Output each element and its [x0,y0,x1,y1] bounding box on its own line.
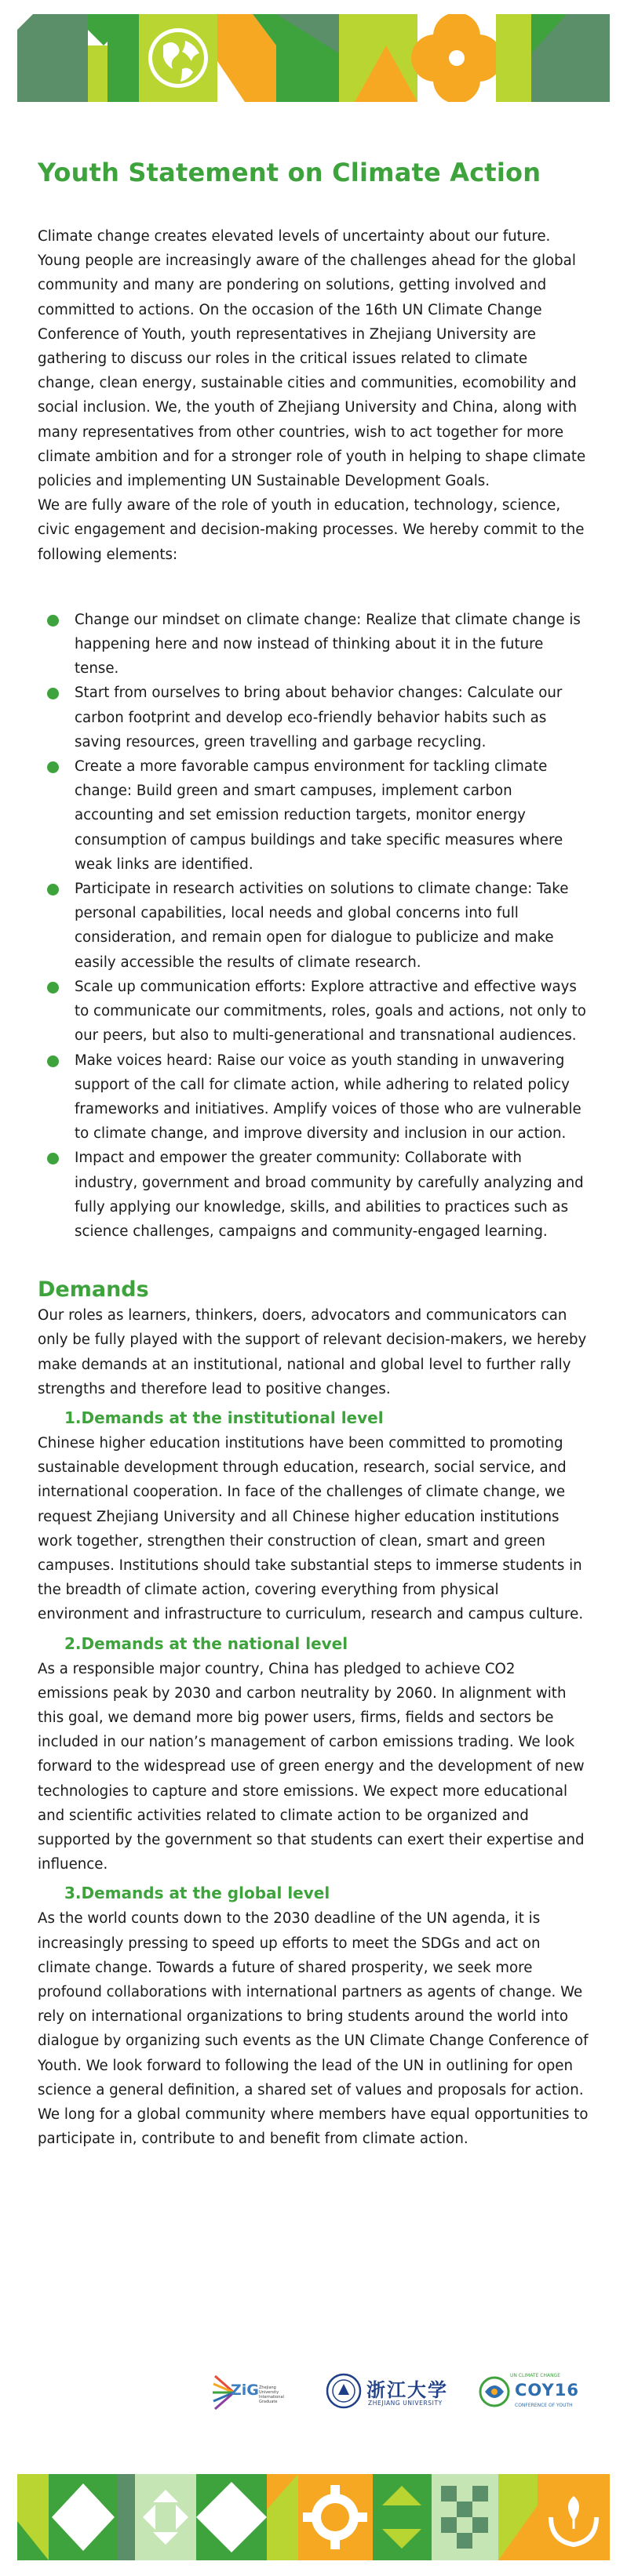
commitments-list [38,608,589,1244]
partner-logos [212,2368,579,2415]
list-item: Create a more favorable campus environment for tackling climate change: Build green and smart campuses, implement carbon accounting and set emission reduction targets, monitor energy consumption of campus buildings and take specific measures where weak links are identified. [38,754,589,877]
zju-logo-caption: ZHEJIANG UNIVERSITY [368,2400,443,2407]
intro-paragraph: Climate change creates elevated levels of uncertainty about our future. Young people are increasingly aware of the challenges ahead for the global community and many are pondering on solutions, getting involved and committed to actions. On the occasion of the 16th UN Climate Change Conference of Youth, youth representatives in Zhejiang University are gathering to discuss our roles in the critical issues related to climate change, clean energy, sustainable cities and communities, ecomobility and social inclusion. We, the youth of Zhejiang University and China, along with many representatives from other countries, wish to act together for more climate ambition and for a stronger role of youth in helping to shape climate policies and implementing UN Sustainable Development Goals. [38,228,586,490]
list-item: Participate in research activities on solutions to climate change: Take personal capabilities, local needs and global concerns into full consideration, and remain open for dialogue to publicize and make easily accessible the results of climate research. [38,877,589,975]
list-item: Make voices heard: Raise our voice as youth standing in unwavering support of the call for climate action, while adhering to related policy frameworks and initiatives. Amplify voices of those who are vulnerable to climate change, and improve diversity and inclusion in our action. [38,1048,589,1146]
national-text: As a responsible major country, China has pledged to achieve CO2 emissions peak by 2030 and carbon neutrality by 2060. In alignment with this goal, we demand more big power users, firms, fields and sectors be included in our nation’s management of carbon emissions trading. We look forward to the widespread use of green energy and the development of new technologies to capture and store emissions. We expect more educational and scientific activities related to climate action to be organized and supported by the government so that students can exert their expertise and influence. [38,1660,585,1873]
bullet-icon [47,1153,59,1164]
list-item: Impact and empower the greater community: Collaborate with industry, government and broad community by carefully analyzing and fully applying our knowledge, skills, and abilities to practices such as science challenges, campaigns and community-engaged learning. [38,1146,589,1244]
banner-shape [17,14,88,102]
list-item: Scale up communication efforts: Explore attractive and effective ways to communicate our commitments, roles, goals and actions, not only to our peers, but also to multi-generational and transnational audiences. [38,975,589,1048]
zig-logo [212,2368,298,2415]
demands-heading: Demands [38,1277,149,1303]
zig-logo-text: ZiG [231,2382,259,2399]
top-banner [17,14,610,102]
national-heading: 2.Demands at the national level [64,1633,348,1653]
global-text: As the world counts down to the 2030 deadline of the UN agenda, it is increasingly pressing to speed up efforts to meet the SDGs and act on climate change. Towards a future of shared prosperity, we seek more profound collaborations with international partners as agents of change. We rely on international organizations to bring students around the world into dialogue by organizing such events as the UN Climate Change Conference of Youth. We look forward to following the lead of the UN in outlining for open science a general definition, a shared set of values and proposals for action. We long for a global community where members have equal opportunities to participate in, contribute to and benefit from climate action. [38,1910,589,2148]
globe-icon [148,28,208,88]
list-item: Start from ourselves to bring about behavior changes: Calculate our carbon footprint and develop eco-friendly behavior habits such as saving resources, green travelling and garbage recycling. [38,681,589,754]
bullet-icon [47,761,59,773]
zju-logo-text: 浙江大学 [366,2378,448,2401]
intro-paragraph: We are fully aware of the role of youth in education, technology, science, civic engagement and decision-making processes. We hereby commit to the following elements: [38,497,585,563]
list-item: Change our mindset on climate change: Realize that climate change is happening here and now instead of thinking about it in the future tense. [38,608,589,681]
zig-logo-caption: Zhejiang University International Graduate [259,2385,284,2404]
bottom-banner [17,2474,610,2560]
zju-emblem-icon [326,2373,362,2409]
bullet-icon [47,1055,59,1067]
coy-logo-caption-top: UN CLIMATE CHANGE [510,2373,561,2378]
coy-logo [479,2368,579,2415]
banner-flower [411,14,502,102]
coy-logo-text: COY16 [515,2381,579,2400]
institutional-heading: 1.Demands at the institutional level [64,1408,384,1427]
statement-content [38,157,589,2151]
bullet-icon [47,884,59,896]
banner-shape [496,14,531,102]
coy-emblem-icon [479,2374,510,2411]
demands-intro: Our roles as learners, thinkers, doers, advocators and communicators can only be fully played with the support of relevant decision-makers, we hereby make demands at an institutional, national and global level to further rally strengths and therefore lead to positive changes. [38,1307,587,1397]
zju-logo [326,2368,459,2415]
coy-logo-caption-bottom: CONFERENCE OF YOUTH [515,2403,573,2408]
bullet-icon [47,688,59,699]
global-heading: 3.Demands at the global level [64,1884,330,1903]
page-title: Youth Statement on Climate Action [38,158,541,187]
bullet-icon [47,982,59,994]
institutional-text: Chinese higher education institutions have been committed to promoting sustainable development through education, research, social service, and international cooperation. In face of the challenges of climate change, we request Zhejiang University and all Chinese higher education institutions work together, strengthen their construction of clean, smart and green campuses. Institutions should take substantial steps to immerse students in the breadth of climate action, covering everything from physical environment and infrastructure to curriculum, research and campus culture. [38,1434,584,1623]
intro-section [38,224,589,567]
bullet-icon [47,615,59,627]
